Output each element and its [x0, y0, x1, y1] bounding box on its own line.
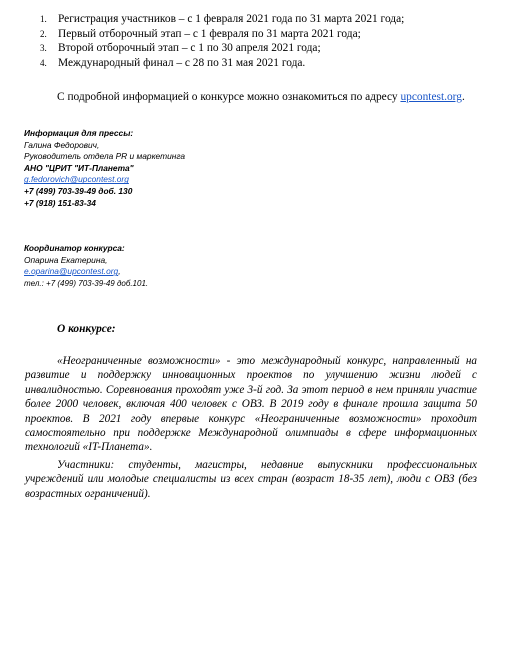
coordinator-phone: тел.: +7 (499) 703-39-49 доб.101. [24, 278, 149, 288]
press-contact-org: АНО "ЦРИТ "ИТ-Планета" [24, 162, 134, 173]
press-email-link[interactable]: g.fedorovich@upcontest.org [24, 174, 129, 185]
more-info-line [57, 91, 465, 103]
list-number: 4. [40, 57, 47, 68]
press-contact-block [24, 128, 185, 209]
list-item-text: Первый отборочный этап – с 1 февраля по 31 марта 2021 года; [58, 27, 361, 40]
list-item [28, 12, 498, 27]
more-info-period: . [461, 91, 465, 103]
list-number: 2. [40, 28, 47, 39]
more-info-text: С подробной информацией о конкурсе можно ознакомиться по адресу [57, 91, 401, 103]
coordinator-email-comma: , [118, 266, 121, 277]
list-item [28, 41, 498, 56]
list-number: 1. [40, 14, 47, 24]
press-phone-1: +7 (499) 703-39-49 доб. 130 [24, 185, 133, 196]
list-item [28, 56, 498, 71]
list-number: 3. [40, 43, 47, 54]
press-contact-name: Галина Федорович, [24, 139, 100, 150]
about-paragraph-2: Участники: студенты, магистры, недавние выпускники профессиональных учреждений или молодые специалисты из всех стран (возраст 18-35 лет), люди с ОВЗ (без возрастных ограничений). [25, 459, 477, 500]
coordinator-name: Опарина Екатерина, [24, 254, 108, 265]
website-link[interactable]: upcontest.org [400, 91, 462, 103]
press-heading: Информация для прессы: [24, 128, 134, 138]
list-item-text: Регистрация участников – с 1 февраля 2021 года по 31 марта 2021 года; [58, 13, 405, 25]
press-contact-position: Руководитель отдела PR и маркетинга [24, 151, 186, 162]
press-phone-2: +7 (918) 151-83-34 [24, 197, 96, 208]
coordinator-email-link[interactable]: e.oparina@upcontest.org [24, 266, 119, 277]
about-heading: О конкурсе: [57, 323, 116, 335]
coordinator-contact-block [24, 243, 148, 289]
stages-list [28, 12, 498, 70]
list-item-text: Международный финал – с 28 по 31 мая 2021 года. [58, 56, 306, 69]
list-item-text: Второй отборочный этап – с 1 по 30 апреля 2021 года; [58, 42, 321, 55]
about-paragraph-1: «Неограниченные возможности» - это международный конкурс, направленный на развитие и поддержку инновационных проектов по улучшению жизни людей с инвалидностью. Соревнования проходят уже 3-й год. За этот период в нем приняли участие более 2000 человек, включая 400 человек с ОВЗ. В 2019 году в финале прошла защита 50 проектов. В 2021 году впервые конкурс «Неограниченные возможности» проходит самостоятельно при поддержке Международной олимпиады в сфере информационных технологий «IT-Планета». [25, 355, 477, 454]
list-item [28, 27, 498, 42]
coordinator-heading: Координатор конкурса: [24, 243, 125, 253]
